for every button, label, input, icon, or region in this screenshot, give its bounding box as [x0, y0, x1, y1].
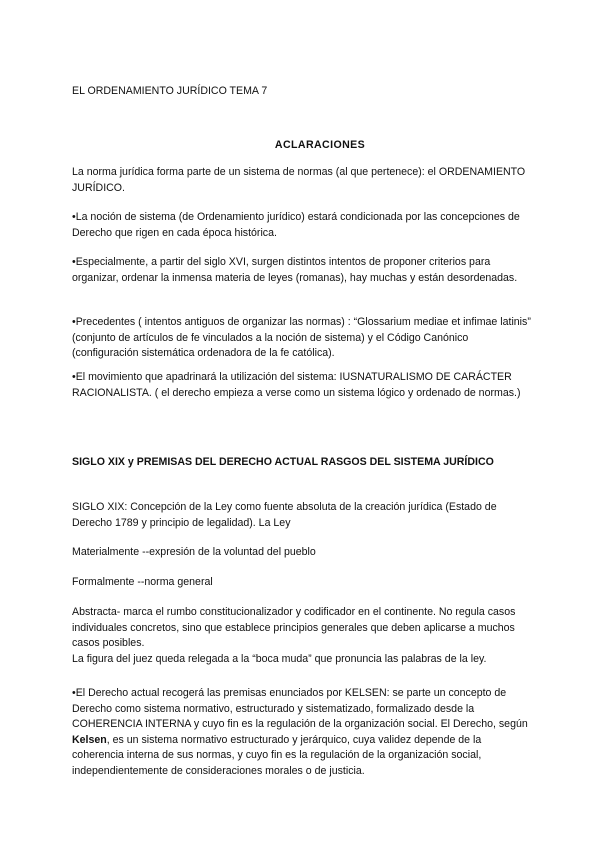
paragraph-precedentes: •Precedentes ( intentos antiguos de organizar las normas) : “Glossarium mediae et infimae latinis” (conjunto de artículos de fe vinculados a la noción de sistema) y el Código Canónico (configuración sistemática ordenadora de la fe católica). — [72, 316, 531, 359]
paragraph-kelsen — [72, 686, 532, 779]
section-heading-aclaraciones: ACLARACIONES — [274, 139, 366, 151]
paragraph-norma-juridica: La norma jurídica forma parte de un sistema de normas (al que pertenece): el ORDENAMIENTO JURÍDICO. — [72, 166, 526, 194]
paragraph-siglo-xix: SIGLO XIX: Concepción de la Ley como fuente absoluta de la creación jurídica (Estado de Derecho 1789 y principio de legalidad). La Ley — [72, 501, 497, 529]
kelsen-bold-name: Kelsen — [72, 733, 107, 746]
paragraph-abstracta: Abstracta- marca el rumbo constitucionalizador y codificador en el continente. No regula casos individuales concretos, sino que establece principios generales que deben aplicarse a muchos casos posibles. — [72, 606, 516, 649]
paragraph-juez: La figura del juez queda relegada a la “boca muda” que pronuncia las palabras de la ley. — [72, 652, 487, 665]
section-heading-siglo-xix: SIGLO XIX y PREMISAS DEL DERECHO ACTUAL RASGOS DEL SISTEMA JURÍDICO — [72, 456, 494, 468]
paragraph-siglo-xvi: •Especialmente, a partir del siglo XVI, surgen distintos intentos de proponer criterios para organizar, ordenar la inmensa materia de leyes (romanas), hay muchas y están desordenadas. — [72, 256, 518, 284]
kelsen-text-a: •El Derecho actual recogerá las premisas enunciados por KELSEN: se parte un concepto de Derecho como sistema normativo, estructurado y sistematizado, formalizado desde la COHERENCIA INTERNA y cuyo fin es la regulación de la organización social. El Derecho, según — [72, 687, 528, 730]
paragraph-materialmente: Materialmente --expresión de la voluntad del pueblo — [72, 546, 316, 558]
paragraph-abstracta-group — [72, 605, 532, 667]
paragraph-formalmente: Formalmente --norma general — [72, 576, 213, 588]
paragraph-iusnaturalismo: •El movimiento que apadrinará la utilización del sistema: IUSNATURALISMO DE CARÁCTER RACIONALISTA. ( el derecho empieza a verse como un sistema lógico y ordenado de normas.) — [72, 371, 521, 399]
kelsen-text-b: , es un sistema normativo estructurado y jerárquico, cuya validez depende de la coherencia interna de sus normas, y cuyo fin es la regulación de la organización social, independientemente de consideraciones morales o de justicia. — [72, 733, 482, 777]
paragraph-nocion-sistema: •La noción de sistema (de Ordenamiento jurídico) estará condicionada por las concepciones de Derecho que rigen en cada época histórica. — [72, 211, 520, 239]
document-title: EL ORDENAMIENTO JURÍDICO TEMA 7 — [72, 85, 268, 97]
